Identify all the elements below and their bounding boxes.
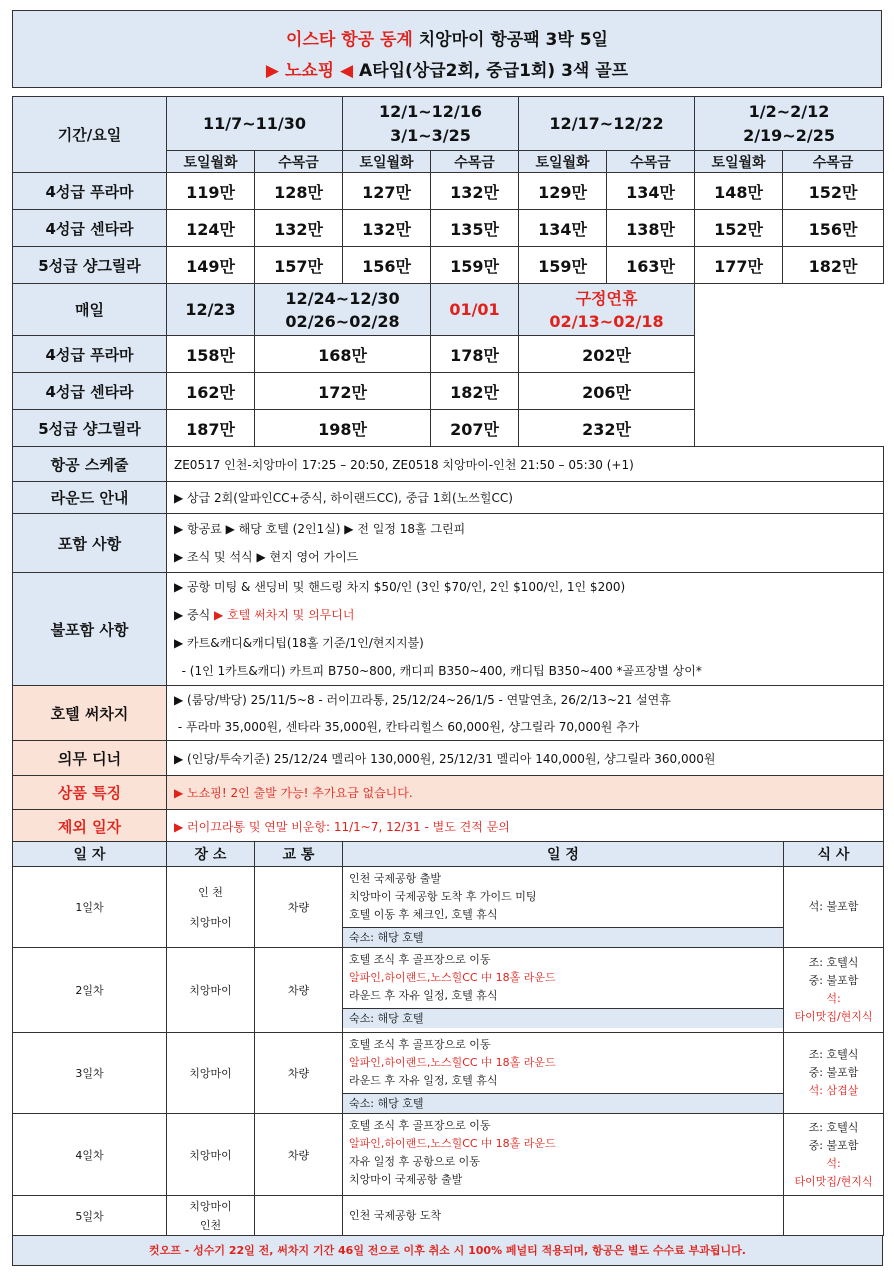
plan-line: 호텔 이동 후 체크인, 호텔 휴식	[349, 908, 498, 921]
meal-item: 중: 불포함	[808, 974, 859, 987]
price-row	[13, 210, 884, 247]
flight-label: 항공 스케줄	[13, 447, 167, 482]
itinerary-day: 3일차	[13, 1033, 167, 1114]
hotel-label: 5성급 샹그릴라	[13, 410, 167, 447]
itinerary-day: 5일차	[13, 1196, 167, 1236]
title-line2-rest: A타입(상급2회, 중급1회) 3색 골프	[353, 61, 629, 81]
period-1: 11/7~11/30	[167, 97, 343, 151]
period-2: 12/1~12/16 3/1~3/25	[343, 97, 519, 151]
plan-line: 라운드 후 자유 일정, 호텔 휴식	[349, 1074, 498, 1087]
feature-info: ▶ 노쇼핑! 2인 출발 가능! 추가요금 없습니다.	[167, 776, 884, 810]
itinerary-row	[13, 1114, 884, 1196]
col-header-place: 장 소	[167, 842, 255, 867]
plan-line: 알파인,하이랜드,노스힐CC 中 18홀 라운드	[349, 971, 556, 984]
plan-line: 호텔 조식 후 골프장으로 이동	[349, 1119, 491, 1132]
hotel-label: 4성급 센타라	[13, 373, 167, 410]
itinerary-day: 4일차	[13, 1114, 167, 1196]
day-group-weekend: 토일월화	[695, 151, 783, 173]
day-group-weekday: 수목금	[431, 151, 519, 173]
plan-line: 알파인,하이랜드,노스힐CC 中 18홀 라운드	[349, 1056, 556, 1069]
itinerary-place: 인 천 치앙마이	[167, 867, 255, 948]
price-cell: 124만	[167, 210, 255, 247]
special-date-2: 12/24~12/30 02/26~02/28	[255, 284, 431, 336]
day-group-weekday: 수목금	[607, 151, 695, 173]
itinerary-row	[13, 948, 884, 1033]
meal-item: 조: 호텔식	[808, 1120, 859, 1134]
col-header-meal: 식 사	[784, 842, 884, 867]
day-group-weekend: 토일월화	[519, 151, 607, 173]
itinerary-place: 치앙마이 인천	[167, 1196, 255, 1236]
period-4: 1/2~2/12 2/19~2/25	[695, 97, 884, 151]
exclude-dates-label: 제외 일자	[13, 810, 167, 844]
price-cell: 134만	[607, 173, 695, 210]
price-cell: 138만	[607, 210, 695, 247]
meal-item: 석:	[826, 1156, 841, 1170]
col-header-transport: 교 통	[255, 842, 343, 867]
meal-item: 조: 호텔식	[808, 956, 859, 969]
itinerary-meals	[784, 1114, 884, 1196]
price-cell: 132만	[431, 173, 519, 210]
itinerary-transport: 차량	[255, 948, 343, 1033]
hotel-label: 4성급 푸라마	[13, 173, 167, 210]
price-cell: 132만	[343, 210, 431, 247]
price-cell: 129만	[519, 173, 607, 210]
price-cell: 132만	[255, 210, 343, 247]
itinerary-place: 치앙마이	[167, 1114, 255, 1196]
price-cell: 187만	[167, 410, 255, 447]
empty-area	[695, 284, 884, 447]
period-3: 12/17~12/22	[519, 97, 695, 151]
itinerary-plan	[343, 1114, 784, 1196]
meal-item: 석:	[826, 992, 841, 1005]
itinerary-plan	[343, 867, 784, 948]
hotel-label: 4성급 센타라	[13, 210, 167, 247]
meal-item: 중: 불포함	[808, 1138, 859, 1152]
dinner-label: 의무 디너	[13, 741, 167, 776]
price-cell: 135만	[431, 210, 519, 247]
exclude-dates-info: ▶ 러이끄라통 및 연말 비운항: 11/1~7, 12/31 - 별도 견적 문의	[167, 810, 884, 844]
price-cell: 149만	[167, 247, 255, 284]
plan-line: 치앙마이 국제공항 도착 후 가이드 미팅	[349, 890, 537, 903]
price-cell: 128만	[255, 173, 343, 210]
special-date-1: 12/23	[167, 284, 255, 336]
plan-line: 호텔 조식 후 골프장으로 이동	[349, 953, 491, 966]
excluded-items: ▶ 공항 미팅 & 샌딩비 및 핸드링 차지 $50/인 (3인 $70/인, 2인 $100/인, 1인 $200) ▶ 중식 ▶ 호텔 써차지 및 의무디너 ▶ 카트&캐디&캐디팁(18홀 기준/1인/현지지불) - (1인 1카트&캐디) 카트피 B750~800, 캐디피 B350~400, 캐디팁 B350~400 *골프장별 상이*	[167, 573, 884, 686]
price-cell: 177만	[695, 247, 783, 284]
included-items: ▶ 항공료 ▶ 해당 호텔 (2인1실) ▶ 전 일정 18홀 그린피 ▶ 조식 및 석식 ▶ 현지 영어 가이드	[167, 514, 884, 573]
title-box	[12, 10, 882, 88]
price-cell: 198만	[255, 410, 431, 447]
itinerary-plan	[343, 948, 784, 1033]
period-label: 기간/요일	[13, 97, 167, 173]
hotel-label: 5성급 샹그릴라	[13, 247, 167, 284]
meal-item: 조: 호텔식	[808, 1048, 859, 1061]
meal-item: 중: 불포함	[808, 1066, 859, 1079]
price-cell: 159만	[431, 247, 519, 284]
accommodation: 숙소: 해당 호텔	[343, 1008, 783, 1028]
meal-item: 석: 삼겹살	[808, 1084, 859, 1097]
price-cell: 207만	[431, 410, 519, 447]
price-cell: 156만	[343, 247, 431, 284]
price-cell: 172만	[255, 373, 431, 410]
accommodation: 숙소: 해당 호텔	[343, 927, 783, 947]
title-line-2	[13, 56, 881, 81]
price-cell: 127만	[343, 173, 431, 210]
itinerary-plan	[343, 1196, 784, 1236]
excluded-label: 불포함 사항	[13, 573, 167, 686]
itinerary-row	[13, 867, 884, 948]
itinerary-row	[13, 1033, 884, 1114]
surcharge-label: 호텔 써차지	[13, 686, 167, 741]
price-table	[12, 96, 884, 447]
price-cell: 162만	[167, 373, 255, 410]
daily-label: 매일	[13, 284, 167, 336]
plan-line: 자유 일정 후 공항으로 이동	[349, 1155, 480, 1168]
price-cell: 202만	[519, 336, 695, 373]
title-line-1	[13, 25, 881, 50]
itinerary-place: 치앙마이	[167, 1033, 255, 1114]
price-cell: 232만	[519, 410, 695, 447]
info-table	[12, 446, 884, 844]
flight-schedule: ZE0517 인천-치앙마이 17:25 – 20:50, ZE0518 치앙마이-인천 21:50 – 05:30 (+1)	[167, 447, 884, 482]
price-cell: 206만	[519, 373, 695, 410]
hotel-label: 4성급 푸라마	[13, 336, 167, 373]
price-cell: 156만	[783, 210, 884, 247]
price-cell: 178만	[431, 336, 519, 373]
cancellation-notice: 컷오프 - 성수기 22일 전, 써차지 기간 46일 전으로 이후 취소 시 100% 페널티 적용되며, 항공은 별도 수수료 부과됩니다.	[12, 1235, 883, 1266]
itinerary-meals	[784, 1196, 884, 1236]
itinerary-transport: 차량	[255, 1033, 343, 1114]
price-cell: 119만	[167, 173, 255, 210]
itinerary-meals	[784, 867, 884, 948]
price-cell: 182만	[783, 247, 884, 284]
price-cell: 152만	[695, 210, 783, 247]
plan-line: 알파인,하이랜드,노스힐CC 中 18홀 라운드	[349, 1137, 556, 1150]
title-airline: 이스타 항공 동계	[286, 30, 413, 50]
feature-label: 상품 특징	[13, 776, 167, 810]
round-label: 라운드 안내	[13, 482, 167, 514]
plan-line: 치앙마이 국제공항 출발	[349, 1173, 463, 1186]
title-no-shopping-tag: ▶ 노쇼핑 ◀	[265, 61, 354, 81]
itinerary-meals	[784, 948, 884, 1033]
itinerary-place: 치앙마이	[167, 948, 255, 1033]
day-group-weekday: 수목금	[255, 151, 343, 173]
price-cell: 159만	[519, 247, 607, 284]
itinerary-transport	[255, 1196, 343, 1236]
price-cell: 158만	[167, 336, 255, 373]
itinerary-table	[12, 841, 884, 1236]
day-group-weekday: 수목금	[783, 151, 884, 173]
plan-line: 라운드 후 자유 일정, 호텔 휴식	[349, 989, 498, 1002]
dinner-info: ▶ (인당/투숙기준) 25/12/24 멜리아 130,000원, 25/12/31 멜리아 140,000원, 샹그릴라 360,000원	[167, 741, 884, 776]
title-line1-rest: 치앙마이 항공팩 3박 5일	[412, 30, 608, 50]
col-header-plan: 일 정	[343, 842, 784, 867]
price-cell: 163만	[607, 247, 695, 284]
price-row	[13, 173, 884, 210]
plan-line: 인천 국제공항 도착	[349, 1209, 442, 1222]
price-cell: 152만	[783, 173, 884, 210]
price-cell: 168만	[255, 336, 431, 373]
itinerary-transport: 차량	[255, 867, 343, 948]
round-info: ▶ 상급 2회(알파인CC+중식, 하이랜드CC), 중급 1회(노쓰힐CC)	[167, 482, 884, 514]
excluded-surcharge-note: ▶ 호텔 써차지 및 의무디너	[214, 608, 355, 622]
meal-item: 타이맛집/현지식	[794, 1010, 873, 1023]
special-date-3: 01/01	[431, 284, 519, 336]
meal-item: 석: 불포함	[808, 900, 859, 913]
itinerary-day: 1일차	[13, 867, 167, 948]
price-row	[13, 247, 884, 284]
plan-line: 호텔 조식 후 골프장으로 이동	[349, 1038, 491, 1051]
price-cell: 134만	[519, 210, 607, 247]
itinerary-day: 2일차	[13, 948, 167, 1033]
price-cell: 148만	[695, 173, 783, 210]
itinerary-plan	[343, 1033, 784, 1114]
plan-line: 인천 국제공항 출발	[349, 872, 442, 885]
itinerary-row	[13, 1196, 884, 1236]
price-cell: 182만	[431, 373, 519, 410]
surcharge-info: ▶ (룸당/박당) 25/11/5~8 - 러이끄라통, 25/12/24~26/1/5 - 연말연초, 26/2/13~21 설연휴 - 푸라마 35,000원, 센타라 35,000원, 칸타리힐스 60,000원, 샹그릴라 70,000원 추가	[167, 686, 884, 741]
itinerary-meals	[784, 1033, 884, 1114]
col-header-day: 일 자	[13, 842, 167, 867]
included-label: 포함 사항	[13, 514, 167, 573]
meal-item: 타이맛집/현지식	[794, 1174, 873, 1188]
price-cell: 157만	[255, 247, 343, 284]
special-date-4: 구정연휴 02/13~02/18	[519, 284, 695, 336]
accommodation: 숙소: 해당 호텔	[343, 1093, 783, 1113]
day-group-weekend: 토일월화	[343, 151, 431, 173]
itinerary-transport: 차량	[255, 1114, 343, 1196]
day-group-weekend: 토일월화	[167, 151, 255, 173]
